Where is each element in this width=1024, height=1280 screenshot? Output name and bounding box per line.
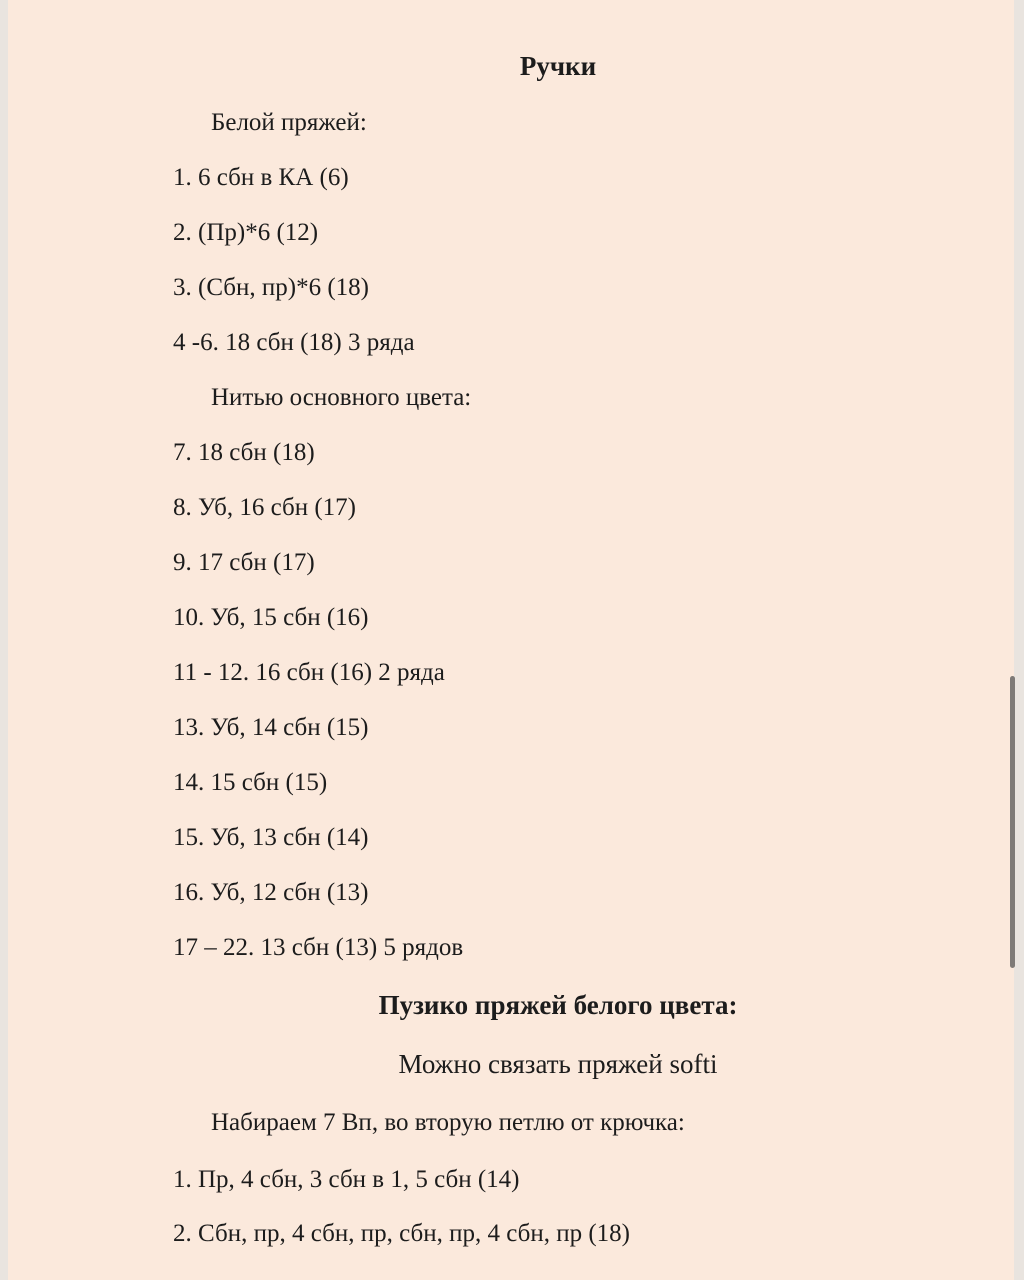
row-line: 3. (Сбн, пр)*6 (18)	[173, 274, 370, 301]
row-line: 13. Уб, 14 сбн (15)	[173, 714, 369, 741]
row-line: 15. Уб, 13 сбн (14)	[173, 824, 369, 851]
section-title-handles: Ручки	[519, 51, 597, 81]
section-title-belly: Пузико пряжей белого цвета:	[378, 990, 738, 1020]
row-line: 2. Сбн, пр, 4 сбн, пр, сбн, пр, 4 сбн, пр (18)	[173, 1220, 630, 1247]
row-line: 7. 18 сбн (18)	[173, 439, 315, 466]
row-line: 2. (Пр)*6 (12)	[173, 219, 319, 246]
document-page	[8, 0, 1014, 1280]
row-line: 11 - 12. 16 сбн (16) 2 ряда	[173, 659, 445, 686]
row-line: 14. 15 сбн (15)	[173, 769, 328, 796]
document-content	[8, 0, 1014, 1280]
intro-cast-on: Набираем 7 Вп, во вторую петлю от крючка:	[211, 1109, 685, 1136]
intro-main-color: Нитью основного цвета:	[211, 384, 472, 411]
intro-white-yarn: Белой пряжей:	[211, 109, 367, 136]
row-line: 4 -6. 18 сбн (18) 3 ряда	[173, 329, 415, 356]
row-line: 1. 6 сбн в КА (6)	[173, 164, 349, 191]
vertical-scrollbar-thumb[interactable]	[1010, 676, 1015, 968]
row-line: 8. Уб, 16 сбн (17)	[173, 494, 356, 521]
section-subtitle-softi: Можно связать пряжей softi	[398, 1049, 718, 1079]
row-line: 9. 17 сбн (17)	[173, 549, 315, 576]
row-line: 10. Уб, 15 сбн (16)	[173, 604, 369, 631]
row-line: 1. Пр, 4 сбн, 3 сбн в 1, 5 сбн (14)	[173, 1166, 520, 1193]
row-line: 17 – 22. 13 сбн (13) 5 рядов	[173, 934, 464, 961]
row-line: 16. Уб, 12 сбн (13)	[173, 879, 369, 906]
